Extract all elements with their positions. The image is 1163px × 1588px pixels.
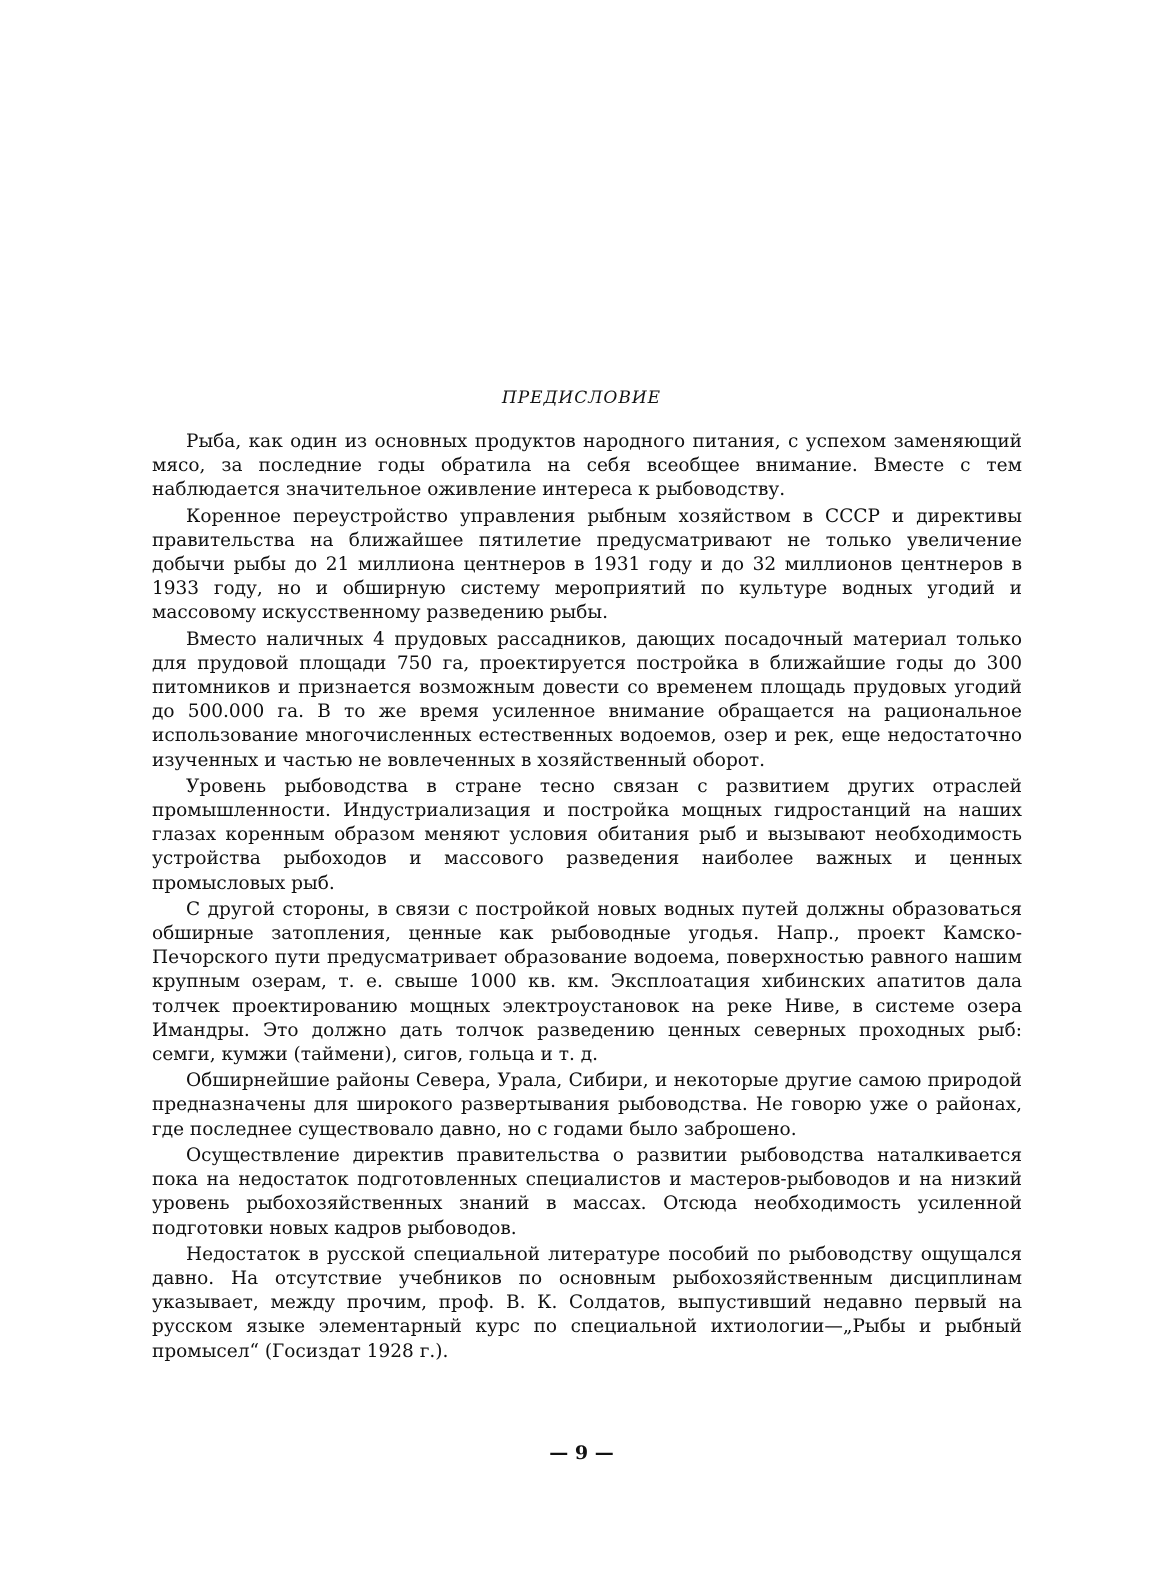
paragraph: Коренное переустройство управления рыбным хозяйством в СССР и директивы правительства на ближайшее пятилетие предусматривают не только увеличение добычи рыбы до 21 миллиона центнеров в 1931 году и до 32 миллионов центнеров в 1933 году, но и обширную систему мероприятий по культуре водных угодий и массовому искусственному разведению рыбы. — [152, 505, 1022, 624]
body-text — [152, 430, 1022, 1366]
page-title: ПРЕДИСЛОВИЕ — [501, 388, 662, 408]
paragraph: Обширнейшие районы Севера, Урала, Сибири, и некоторые другие самою природой предназначены для широкого развертывания рыбоводства. Не говорю уже о районах, где последнее существовало давно, но с годами было заброшено. — [152, 1070, 1022, 1140]
page-number: — 9 — — [549, 1442, 614, 1464]
paragraph: С другой стороны, в связи с постройкой новых водных путей должны образоваться обширные затопления, ценные как рыбоводные угодья. Напр., проект Камско-Печорского пути предусматривает образование водоема, поверхностью равного нашим крупным озерам, т. е. свыше 1000 кв. км. Эксплоатация хибинских апатитов дала толчек проектированию мощных электроустановок на реке Ниве, в системе озера Имандры. Это должно дать толчок разведению ценных северных проходных рыб: семги, кумжи (таймени), сигов, гольца и т. д. — [152, 898, 1022, 1066]
paragraph: Уровень рыбоводства в стране тесно связан с развитием других отраслей промышленности. Индустриализация и постройка мощных гидростанций на наших глазах коренным образом меняют условия обитания рыб и вызывают необходимость устройства рыбоходов и массового разведения наиболее важных и ценных промысловых рыб. — [152, 775, 1022, 894]
paragraph: Рыба, как один из основных продуктов народного питания, с успехом заменяющий мясо, за последние годы обратила на себя всеобщее внимание. Вместе с тем наблюдается значительное оживление интереса к рыбоводству. — [152, 431, 1022, 501]
paragraph: Недостаток в русской специальной литературе пособий по рыбоводству ощущался давно. На отсутствие учебников по основным рыбохозяйственным дисциплинам указывает, между прочим, проф. В. К. Солдатов, выпустивший недавно первый на русском языке элементарный курс по специальной ихтиологии—„Рыбы и рыбный промысел“ (Госиздат 1928 г.). — [152, 1243, 1022, 1362]
paragraph: Вместо наличных 4 прудовых рассадников, дающих посадочный материал только для прудовой площади 750 га, проектируется постройка в ближайшие годы до 300 питомников и признается возможным довести со временем площадь прудовых угодий до 500.000 га. В то же время усиленное внимание обращается на рациональное использование многочисленных естественных водоемов, озер и рек, еще недостаточно изученных и частью не вовлеченных в хозяйственный оборот. — [152, 628, 1022, 771]
paragraph: Осуществление директив правительства о развитии рыбоводства наталкивается пока на недостаток подготовленных специалистов и мастеров-рыбоводов и на низкий уровень рыбохозяйственных знаний в массах. Отсюда необходимость усиленной подготовки новых кадров рыбоводов. — [152, 1144, 1022, 1239]
